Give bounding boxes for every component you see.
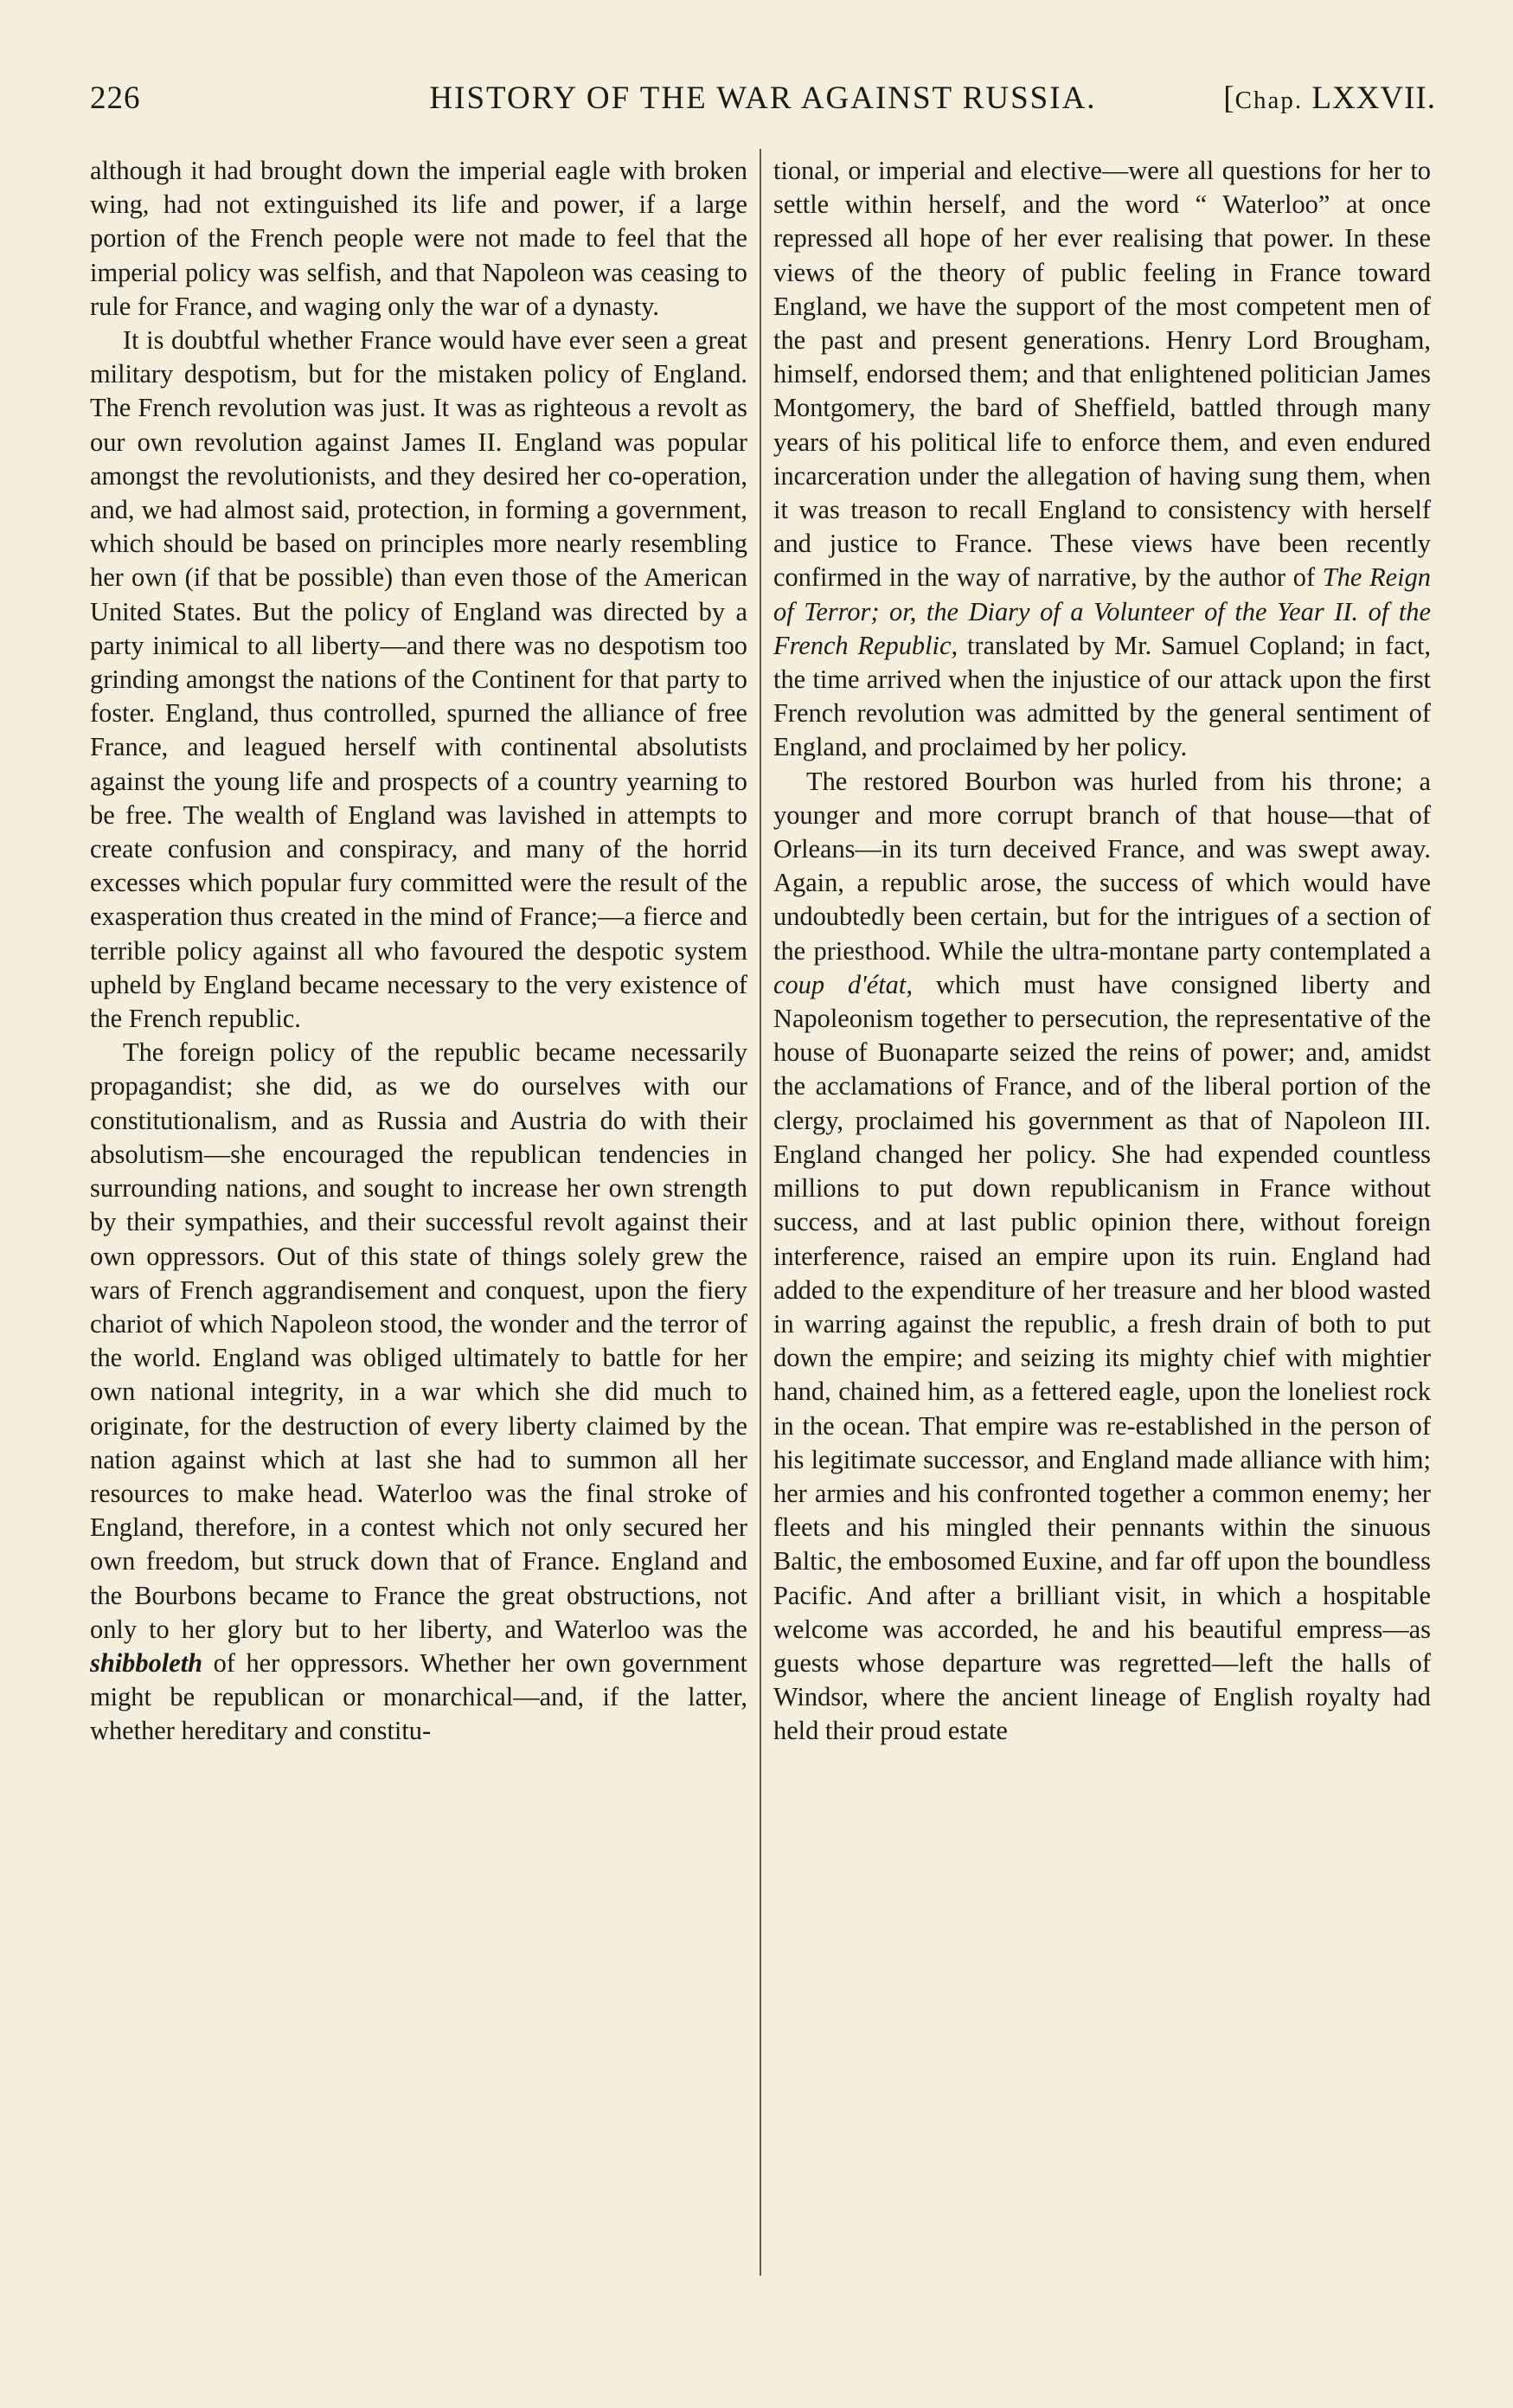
emphasis-shibboleth: shibboleth [90,1647,203,1678]
page-number: 226 [90,80,141,116]
paragraph [773,154,1431,765]
paragraph: although it had brought down the imperial eagle with broken wing, had not extinguished its life and power, if a large portion of the French people were not made to feel that the imperial policy was selfish, and that Napoleon was ceasing to rule for France, and waging only the war of a dynasty. [90,156,747,321]
chapter-heading [1223,80,1436,117]
text-run: The restored Bourbon was hurled from his throne; a younger and more corrupt branch of that house—that of Orleans—in its turn deceived France, and was swept away. Again, a republic arose, the success of which would have undoubtedly been certain, but for the intrigues of a section of the priesthood. While the ultra-montane party contemplated a [773,766,1431,966]
text-run: tional, or imperial and elective—were all questions for her to settle within herself, and the word “ Waterloo” at once repressed all hope of her ever realising that power. In these views of the theory of public feeling in France toward England, we have the support of the most competent men of the past and present generations. Henry Lord Brougham, himself, endorsed them; and that enlightened politician James Montgomery, the bard of Sheffield, battled through many years of his political life to enforce them, and even endured incarceration under the allegation of having sung them, when it was treason to recall England to consistency with herself and justice to France. These views have been recently confirmed in the way of narrative, by the author of [773,156,1431,593]
left-column [90,154,747,1749]
emphasis-coup-detat: coup d'état, [773,969,913,999]
paragraph: It is doubtful whether France would have ever seen a great military despotism, but for the mistaken policy of England. The French revolution was just. It was as righteous a revolt as our own revolution against James II. England was popular amongst the revolutionists, and they desired her co-operation, and, we had almost said, protection, in forming a government, which should be based on principles more nearly resembling her own (if that be possible) than even those of the American United States. But the policy of England was directed by a party inimical to all liberty—and there was no despotism too grinding amongst the nations of the Continent for that party to foster. England, thus controlled, spurned the alliance of free France, and leagued herself with continental absolutists against the young life and prospects of a country yearning to be free. The wealth of England was lavished in attempts to create confusion and conspiracy, and many of the horrid excesses which popular fury committed were the result of the exasperation thus created in the mind of France;—a fierce and terrible policy against all who favoured the despotic system upheld by England became necessary to the very existence of the French republic. [90,325,747,1034]
column-divider [760,149,761,2276]
book-title: The Reign of Terror; or, the Diary of a Volunteer of the Year II. of the French Republic, [773,562,1431,660]
chapter-bracket: [ [1223,80,1235,116]
running-title: HISTORY OF THE WAR AGAINST RUSSIA. [429,80,1097,116]
page-header [90,80,1436,123]
paragraph [90,1036,747,1748]
right-column [773,154,1431,1749]
chapter-label: Chap. [1234,87,1304,114]
chapter-number: LXXVII. [1311,80,1436,116]
text-run: of her oppressors. Whether her own government might be republican or monarchical—and, if the latter, whether hereditary and constitu- [90,1647,747,1746]
paragraph [773,765,1431,1749]
text-run: translated by Mr. Samuel Copland; in fact, the time arrived when the injustice of our attack upon the first French revolution was admitted by the general sentiment of England, and proclaimed by her policy. [773,630,1431,762]
text-run: The foreign policy of the republic became necessarily propagandist; she did, as we do ourselves with our constitutionalism, and as Russia and Austria do with their absolutism—she encouraged the republican tendencies in surrounding nations, and sought to increase her own strength by their sympathies, and their successful revolt against their own oppressors. Out of this state of things solely grew the wars of French aggrandisement and conquest, upon the fiery chariot of which Napoleon stood, the wonder and the terror of the world. England was obliged ultimately to battle for her own national integrity, in a war which she did much to originate, for the destruction of every liberty claimed by the nation against which at last she had to summon all her resources to make head. Waterloo was the final stroke of England, therefore, in a contest which not only secured her own freedom, but struck down that of France. England and the Bourbons became to France the great obstructions, not only to her glory but to her liberty, and Waterloo was the [90,1037,747,1644]
text-run: which must have consigned liberty and Napoleonism together to persecution, the representative of the house of Buonaparte seized the reins of power; and, amidst the acclamations of France, and of the liberal portion of the clergy, proclaimed his government as that of Napoleon III. England changed her policy. She had expended countless millions to put down republicanism in France without success, and at last public opinion there, without foreign interference, raised an empire upon its ruin. England had added to the expenditure of her treasure and her blood wasted in warring against the republic, a fresh drain of both to put down the empire; and seizing its mighty chief with mightier hand, chained him, as a fettered eagle, upon the loneliest rock in the ocean. That empire was re-established in the person of his legitimate successor, and England made alliance with him; her armies and his confronted together a common enemy; her fleets and his mingled their pennants within the sinuous Baltic, the embosomed Euxine, and far off upon the boundless Pacific. And after a brilliant visit, in which a hospitable welcome was accorded, he and his beautiful empress—as guests whose departure was regretted—left the halls of Windsor, where the ancient lineage of English royalty had held their proud estate [773,969,1431,1746]
